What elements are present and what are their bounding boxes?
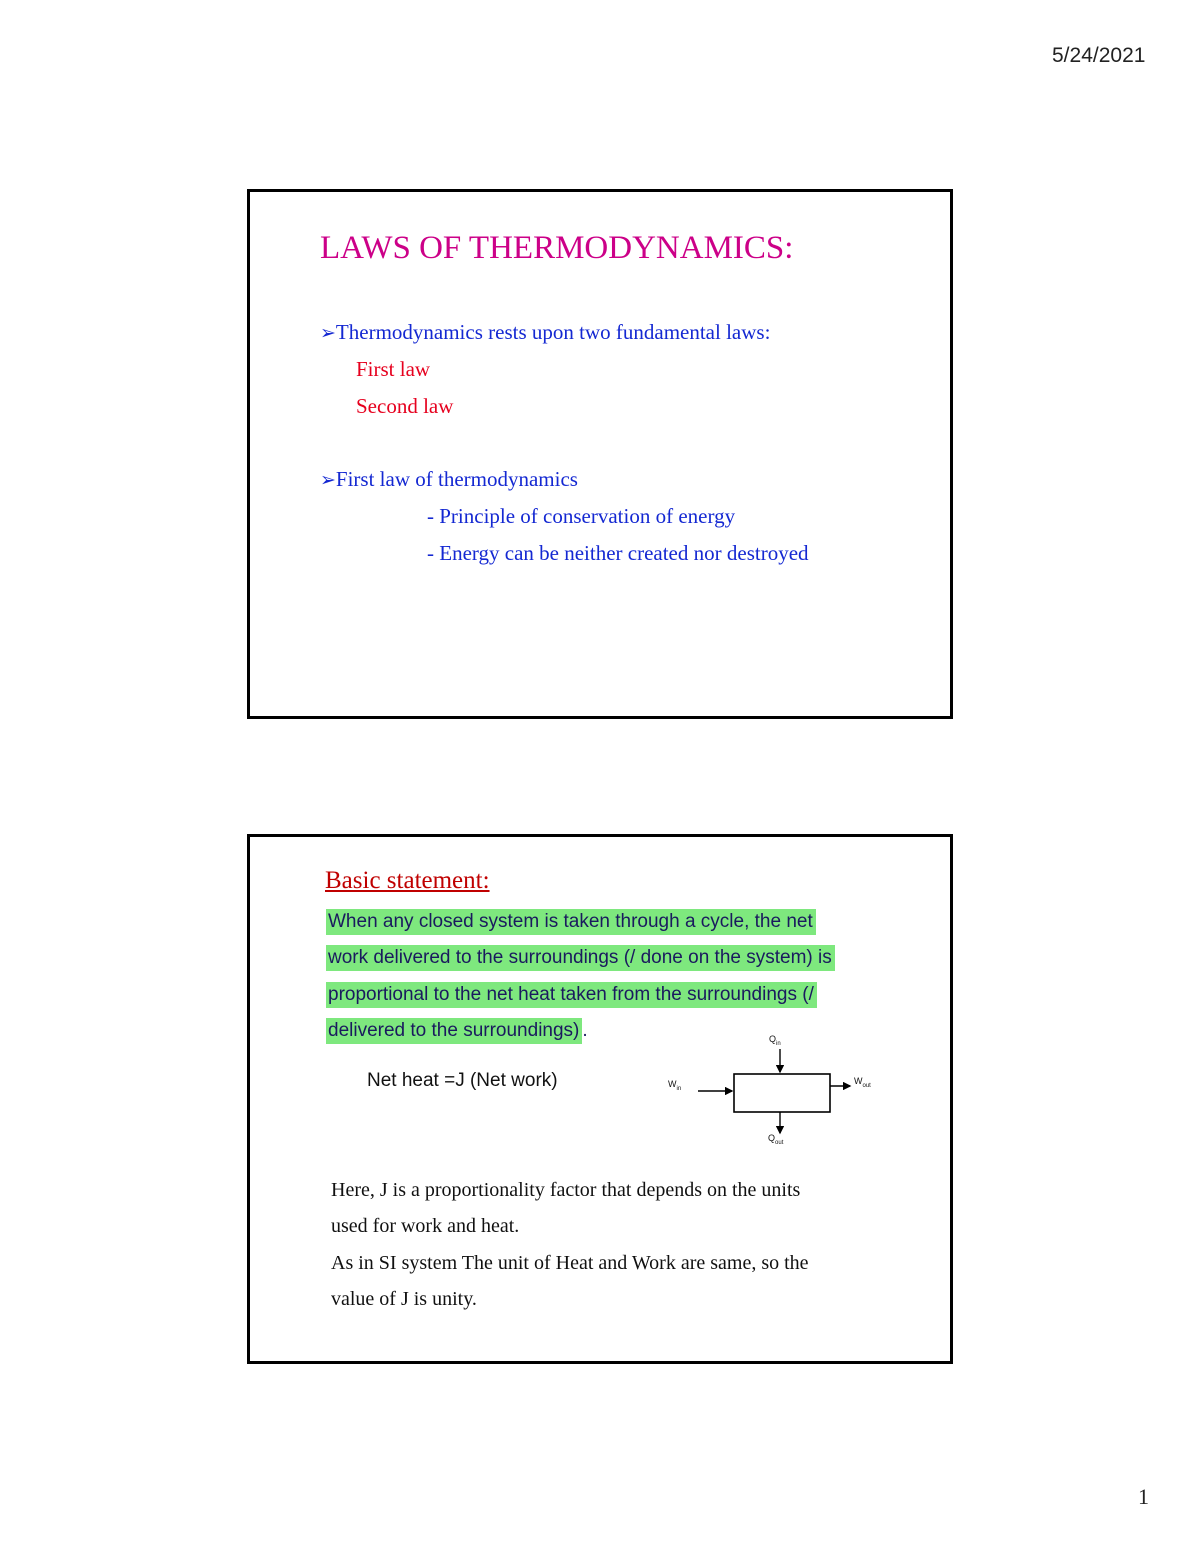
body-line: As in SI system The unit of Heat and Work are same, so the bbox=[331, 1252, 809, 1274]
body-line: value of J is unity. bbox=[331, 1288, 477, 1310]
arrow-bullet-icon: ➢ bbox=[320, 322, 336, 344]
w-out-label: $W_{out}$ bbox=[854, 1076, 871, 1089]
dash-item-conservation: - Principle of conservation of energy bbox=[427, 504, 736, 528]
arrow-bullet-icon: ➢ bbox=[320, 469, 336, 491]
highlighted-line: work delivered to the surroundings (/ done on the system) is bbox=[326, 947, 835, 969]
q-out-label: $Q_{out}$ bbox=[768, 1133, 784, 1146]
q-in-label: $Q_{in}$ bbox=[769, 1034, 781, 1047]
bullet-first-law bbox=[320, 467, 578, 492]
slide-title: Basic statement: bbox=[325, 867, 490, 894]
highlighted-line: proportional to the net heat taken from the surroundings (/ bbox=[326, 984, 817, 1006]
first-law-item: First law bbox=[356, 357, 431, 381]
second-law-item: Second law bbox=[356, 394, 454, 418]
highlighted-line: delivered to the surroundings) . bbox=[326, 1020, 588, 1042]
body-line: used for work and heat. bbox=[331, 1215, 520, 1237]
w-in-label: $W_{in}$ bbox=[668, 1079, 682, 1092]
slide-basic-statement bbox=[247, 834, 953, 1364]
dash-item-energy: - Energy can be neither created nor destroyed bbox=[427, 541, 809, 565]
slide-title: LAWS OF THERMODYNAMICS: bbox=[320, 230, 794, 266]
bullet-text: Thermodynamics rests upon two fundamental laws: bbox=[335, 320, 771, 344]
bullet-text: First law of thermodynamics bbox=[335, 467, 578, 491]
slide-laws-of-thermodynamics bbox=[247, 189, 953, 719]
highlighted-line: When any closed system is taken through a cycle, the net bbox=[326, 911, 816, 933]
system-box bbox=[734, 1074, 830, 1112]
page-date: 5/24/2021 bbox=[1052, 44, 1146, 67]
body-line: Here, J is a proportionality factor that depends on the units bbox=[331, 1179, 801, 1201]
page-number: 1 bbox=[1138, 1484, 1149, 1509]
bullet-two-laws bbox=[320, 320, 770, 345]
equation-net-heat: Net heat =J (Net work) bbox=[367, 1070, 558, 1091]
